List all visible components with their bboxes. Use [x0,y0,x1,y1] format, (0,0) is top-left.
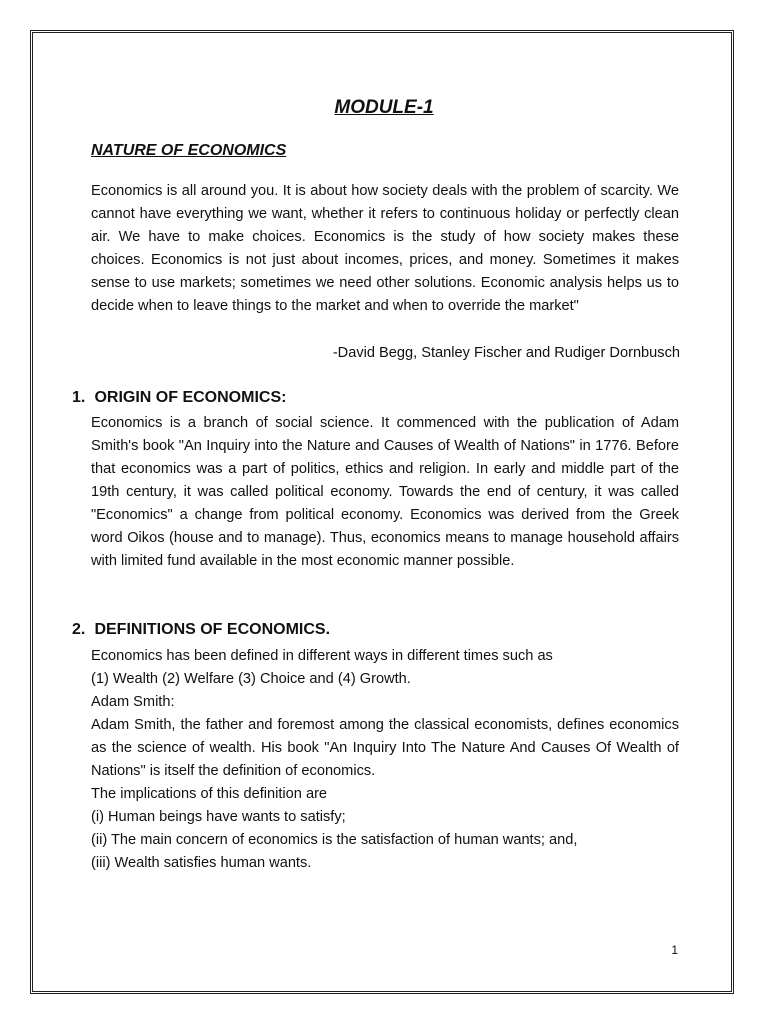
origin-paragraph: Economics is a branch of social science. It commenced with the publication of Adam Smith's book "An Inquiry into the Nature and Causes of Wealth of Nations" in 1776. Before that economics was a part of politics, ethics and religion. In early and middle part of the 19th century, it was called political economy. Towards the end of century, it was called "Economics" a change from political economy. Economics was derived from the Greek word Oikos (house and to manage). Thus, economics means to manage household affairs with limited fund available in the most economic manner possible. [91,415,679,569]
text-line: Economics has been defined in different ways in different times such as [91,648,553,664]
quote-attribution: -David Begg, Stanley Fischer and Rudiger Dornbusch [332,345,680,361]
section-title: DEFINITIONS OF ECONOMICS. [94,621,331,638]
text-line: Adam Smith: [91,694,175,710]
adam-smith-paragraph: Adam Smith, the father and foremost among the classical economists, defines economics as the science of wealth. His book "An Inquiry Into The Nature And Causes Of Wealth of Nations" is itself the definition of economics. [91,717,679,779]
list-item: (i) Human beings have wants to satisfy; [91,809,346,825]
section-number: 2. [72,621,86,638]
intro-heading: NATURE OF ECONOMICS [91,142,287,159]
section-number: 1. [72,389,86,406]
page-number: 1 [671,943,678,957]
module-title: MODULE-1 [334,97,434,118]
implications-list [91,783,691,875]
section-heading-definitions [72,621,330,639]
list-item: (iii) Wealth satisfies human wants. [91,855,312,871]
definitions-lines [91,645,691,714]
section-heading-origin [72,389,286,407]
list-item: (ii) The main concern of economics is the satisfaction of human wants; and, [91,832,578,848]
intro-paragraph: Economics is all around you. It is about how society deals with the problem of scarcity. We cannot have everything we want, whether it refers to continuous holiday or perfectly clean air. We have to make choices. Economics is the study of how society makes these choices. Economics is not just about incomes, prices, and money. Sometimes it makes sense to use markets; sometimes we need other solutions. Economic analysis helps us to decide when to leave things to the market and when to override the market" [91,183,679,314]
section-title: ORIGIN OF ECONOMICS: [94,389,287,406]
list-item: The implications of this definition are [91,786,328,802]
text-line: (1) Wealth (2) Welfare (3) Choice and (4) Growth. [91,671,411,687]
